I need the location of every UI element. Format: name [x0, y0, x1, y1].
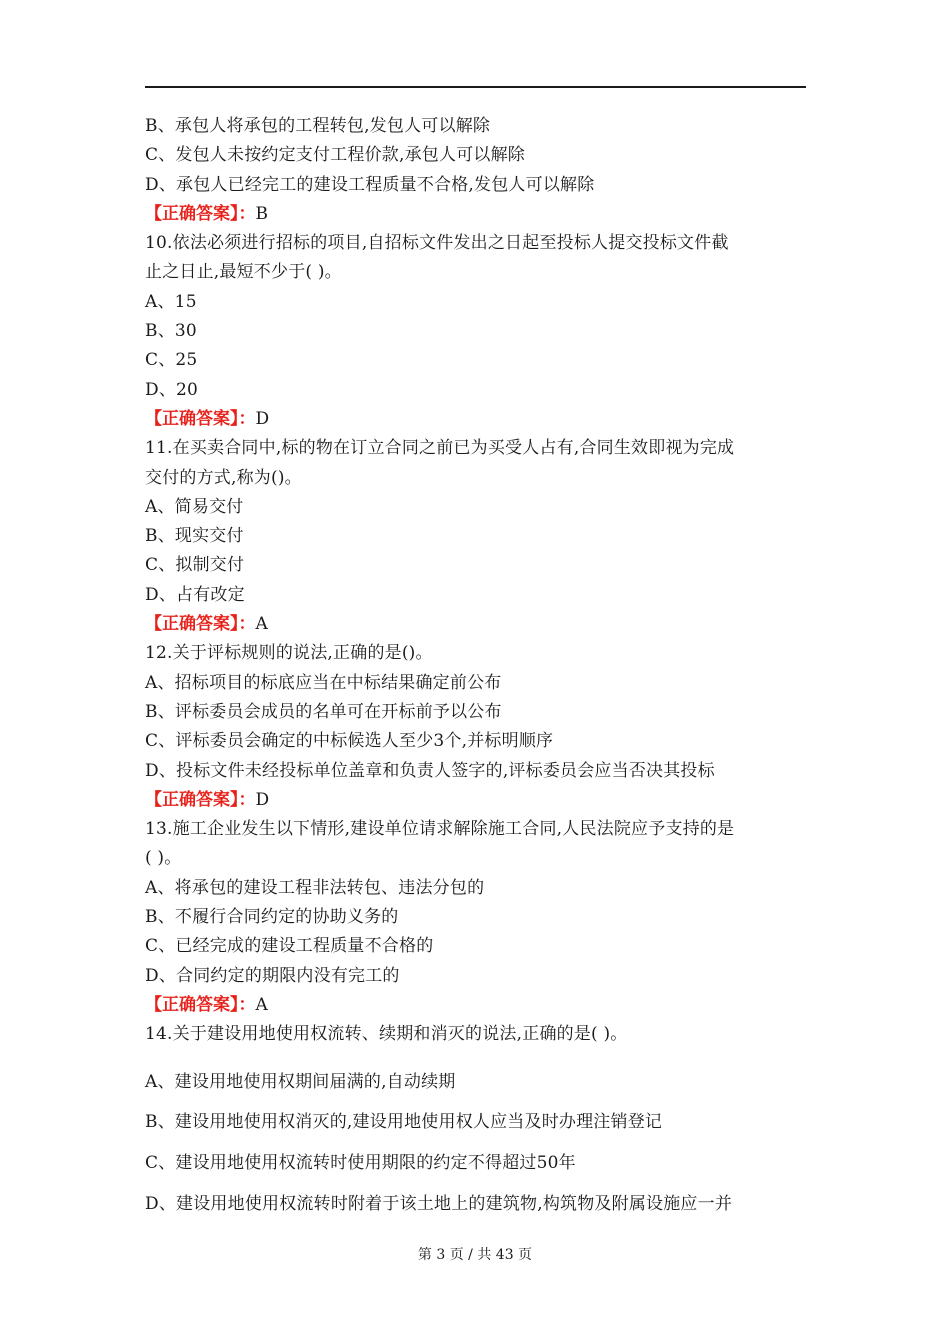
answer-label: 【正确答案】：: [145, 408, 256, 429]
option-d: D、建设用地使用权流转时附着于该土地上的建筑物,构筑物及附属设施应一并: [145, 1193, 733, 1214]
option-a: A、招标项目的标底应当在中标结果确定前公布: [145, 672, 502, 693]
answer-label: 【正确答案】：: [145, 203, 256, 224]
answer-label: 【正确答案】：: [145, 994, 256, 1015]
option-a: A、15: [145, 291, 197, 312]
answer-value: D: [255, 408, 270, 429]
option-b: B、现实交付: [145, 526, 244, 547]
answer-12: [145, 786, 815, 815]
page-footer: 第 3 页 / 共 43 页: [417, 1247, 533, 1263]
answer-value: A: [255, 994, 268, 1015]
header-rule: [145, 86, 806, 88]
option-d: D、合同约定的期限内没有完工的: [145, 965, 400, 986]
option-c: C、建设用地使用权流转时使用期限的约定不得超过50年: [145, 1153, 576, 1174]
question-10: 10.依法必须进行招标的项目,自招标文件发出之日起至投标人提交投标文件截: [145, 233, 729, 254]
answer-label: 【正确答案】：: [145, 614, 256, 635]
option-b: B、承包人将承包的工程转包,发包人可以解除: [145, 116, 491, 136]
option-b: B、评标委员会成员的名单可在开标前予以公布: [145, 701, 502, 722]
option-c: C、已经完成的建设工程质量不合格的: [145, 936, 434, 957]
question-10-cont: 止之日止,最短不少于( )。: [145, 262, 342, 283]
question-12: 12.关于评标规则的说法,正确的是()。: [145, 643, 433, 664]
option-b: B、30: [145, 321, 197, 342]
question-11: 11.在买卖合同中,标的物在订立合同之前已为买受人占有,合同生效即视为完成: [145, 438, 735, 459]
question-13: 13.施工企业发生以下情形,建设单位请求解除施工合同,人民法院应予支持的是: [145, 819, 735, 840]
answer-value: A: [255, 614, 268, 635]
page-content: [145, 112, 815, 1225]
option-c: C、拟制交付: [145, 555, 245, 576]
option-a: A、建设用地使用权期间届满的,自动续期: [145, 1071, 456, 1092]
option-c: C、发包人未按约定支付工程价款,承包人可以解除: [145, 145, 526, 166]
option-c: C、25: [145, 350, 198, 371]
option-b: B、不履行合同约定的协助义务的: [145, 907, 399, 928]
answer-11: [145, 610, 815, 639]
question-13-cont: ( )。: [145, 848, 182, 869]
question-11-cont: 交付的方式,称为()。: [145, 467, 302, 488]
option-c: C、评标委员会确定的中标候选人至少3个,并标明顺序: [145, 731, 554, 752]
answer-label: 【正确答案】：: [145, 789, 256, 810]
answer-value: D: [255, 789, 270, 810]
option-d: D、投标文件未经投标单位盖章和负责人签字的,评标委员会应当否决其投标: [145, 760, 715, 781]
option-b: B、建设用地使用权消灭的,建设用地使用权人应当及时办理注销登记: [145, 1112, 663, 1133]
question-14: 14.关于建设用地使用权流转、续期和消灭的说法,正确的是( )。: [145, 1024, 628, 1045]
answer-10: [145, 405, 815, 434]
option-a: A、将承包的建设工程非法转包、违法分包的: [145, 877, 485, 898]
option-d: D、占有改定: [145, 584, 245, 605]
option-d: D、承包人已经完工的建设工程质量不合格,发包人可以解除: [145, 174, 595, 195]
option-a: A、简易交付: [145, 496, 244, 517]
answer-9: [145, 200, 815, 229]
spacer: [145, 1050, 815, 1062]
option-d: D、20: [145, 379, 199, 400]
answer-value: B: [255, 203, 268, 224]
answer-13: [145, 991, 815, 1020]
